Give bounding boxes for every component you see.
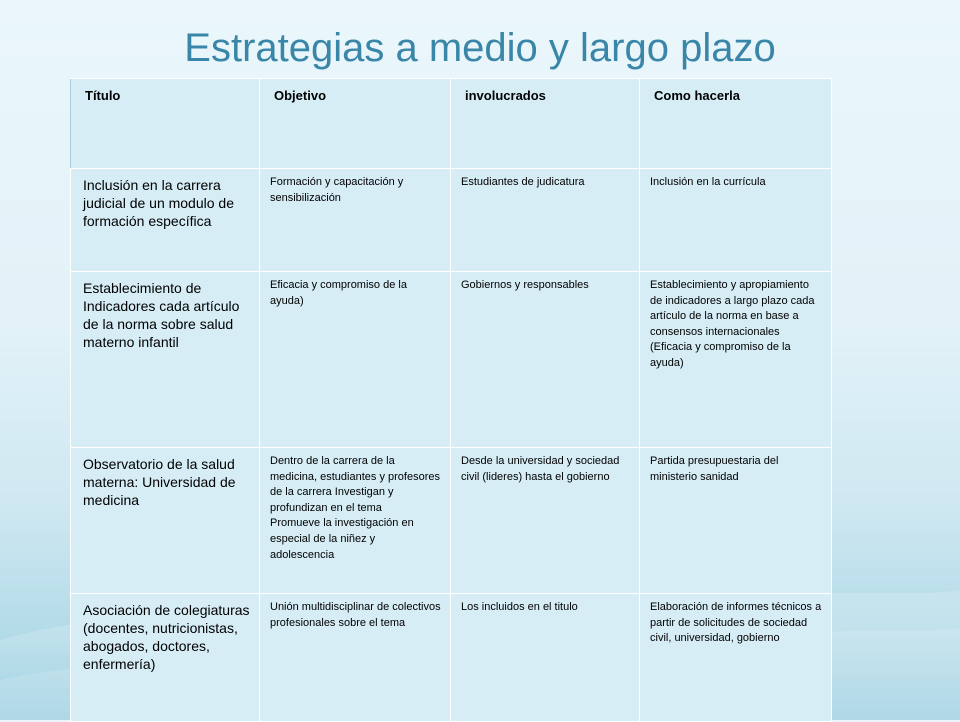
strategies-table	[70, 78, 832, 722]
cell-titulo: Inclusión en la carrera judicial de un modulo de formación específica	[71, 169, 260, 272]
cell-objetivo: Formación y capacitación y sensibilización	[260, 169, 451, 272]
cell-involucrados: Estudiantes de judicatura	[451, 169, 640, 272]
table-row	[71, 594, 832, 722]
table-header-row	[71, 79, 832, 169]
cell-como-hacerla: Elaboración de informes técnicos a partir de solicitudes de sociedad civil, universidad, gobierno	[640, 594, 832, 722]
header-involucrados: involucrados	[451, 79, 640, 169]
cell-como-hacerla: Inclusión en la currícula	[640, 169, 832, 272]
cell-titulo: Asociación de colegiaturas (docentes, nutricionistas, abogados, doctores, enfermería)	[71, 594, 260, 722]
table-row	[71, 272, 832, 448]
cell-objetivo: Unión multidisciplinar de colectivos profesionales sobre el tema	[260, 594, 451, 722]
header-objetivo: Objetivo	[260, 79, 451, 169]
cell-involucrados: Desde la universidad y sociedad civil (lideres) hasta el gobierno	[451, 448, 640, 594]
cell-titulo: Establecimiento de Indicadores cada artículo de la norma sobre salud materno infantil	[71, 272, 260, 448]
table-row	[71, 448, 832, 594]
cell-objetivo: Dentro de la carrera de la medicina, estudiantes y profesores de la carrera Investigan y profundizan en el tema Promueve la investigación en especial de la niñez y adolescencia	[260, 448, 451, 594]
cell-como-hacerla: Partida presupuestaria del ministerio sanidad	[640, 448, 832, 594]
cell-como-hacerla: Establecimiento y apropiamiento de indicadores a largo plazo cada artículo de la norma en base a consensos internacionales (Eficacia y compromiso de la ayuda)	[640, 272, 832, 448]
header-titulo: Título	[71, 79, 260, 169]
cell-involucrados: Los incluidos en el titulo	[451, 594, 640, 722]
slide-title: Estrategias a medio y largo plazo	[184, 26, 776, 70]
header-como-hacerla: Como hacerla	[640, 79, 832, 169]
cell-involucrados: Gobiernos y responsables	[451, 272, 640, 448]
cell-titulo: Observatorio de la salud materna: Universidad de medicina	[71, 448, 260, 594]
cell-objetivo: Eficacia y compromiso de la ayuda)	[260, 272, 451, 448]
table-row	[71, 169, 832, 272]
